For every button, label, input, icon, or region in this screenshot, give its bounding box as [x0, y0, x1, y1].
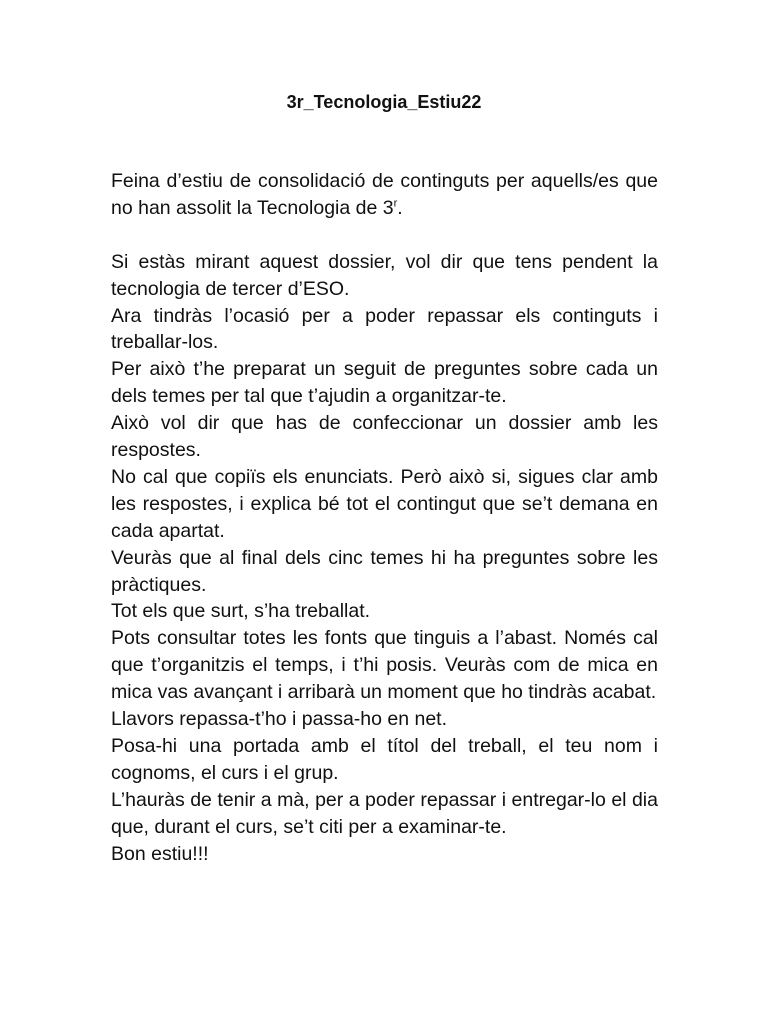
document-title: 3r_Tecnologia_Estiu22 — [286, 92, 482, 112]
paragraph-worked: Tot els que surt, s’ha treballat. — [111, 600, 371, 623]
intro-paragraph — [111, 168, 658, 222]
intro-end: . — [397, 196, 403, 219]
document-body — [111, 168, 658, 868]
intro-superscript: r — [393, 197, 398, 210]
paragraph-pending: Si estàs mirant aquest dossier, vol dir que tens pendent la tecnologia de tercer d’ESO. — [111, 250, 658, 300]
paragraph-cover: Posa-hi una portada amb el títol del treball, el teu nom i cognoms, el curs i el grup. — [111, 735, 658, 784]
paragraph-practices: Veuràs que al final dels cinc temes hi ha preguntes sobre les pràctiques. — [111, 546, 658, 596]
paragraph-opportunity: Ara tindràs l’ocasió per a poder repassar els continguts i treballar-los. — [111, 304, 658, 354]
paragraph-dossier: Això vol dir que has de confeccionar un dossier amb les respostes. — [111, 412, 658, 462]
paragraph-answers: No cal que copiïs els enunciats. Però això si, sigues clar amb les respostes, i explica bé tot el contingut que se’t demana en cada apartat. — [111, 465, 658, 542]
paragraph-review: Llavors repassa-t’ho i passa-ho en net. — [111, 708, 448, 731]
paragraph-farewell: Bon estiu!!! — [111, 842, 209, 865]
paragraph-questions: Per això t’he preparat un seguit de preguntes sobre cada un dels temes per tal que t’ajudin a organitzar-te. — [111, 358, 658, 408]
paragraph-deliver: L’hauràs de tenir a mà, per a poder repassar i entregar-lo el dia que, durant el curs, se’t citi per a examinar-te. — [111, 788, 658, 838]
paragraph-sources: Pots consultar totes les fonts que tinguis a l’abast. Només cal que t’organitzis el temps, i t’hi posis. Veuràs com de mica en mica vas avançant i arribarà un moment que ho tindràs acabat. — [111, 627, 658, 704]
intro-text: Feina d’estiu de consolidació de continguts per aquells/es que no han assolit la Tecnologia de 3 — [111, 170, 658, 219]
